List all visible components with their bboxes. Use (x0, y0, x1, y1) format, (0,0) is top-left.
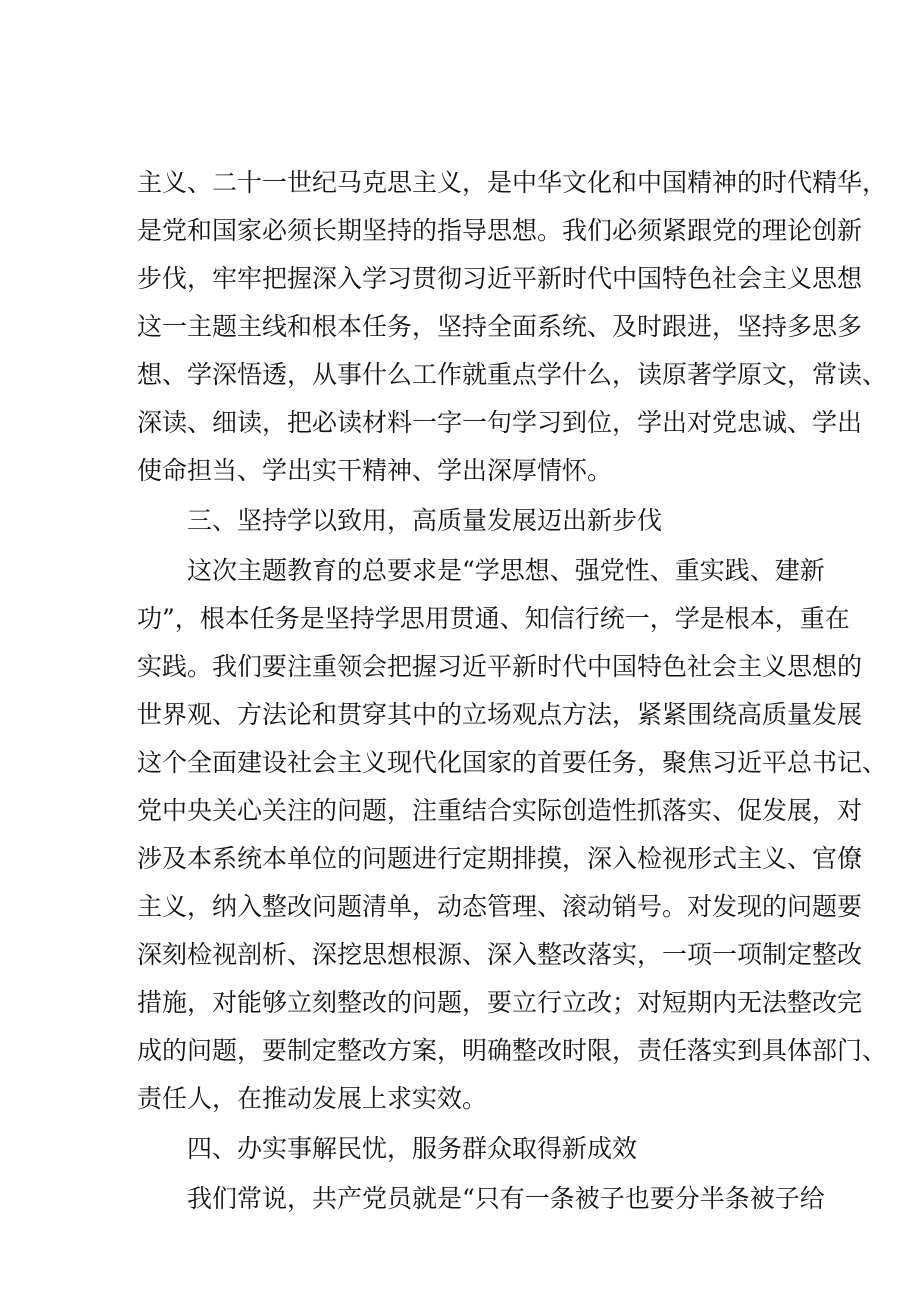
paragraph-1-line-2: 是党和国家必须长期坚持的指导思想。我们必须紧跟党的理论创新 (137, 216, 863, 245)
paragraph-2-line-4: 世界观、方法论和贯穿其中的立场观点方法，紧紧围绕高质量发展 (137, 700, 863, 729)
paragraph-1-line-7: 使命担当、学出实干精神、学出深厚情怀。 (137, 456, 613, 485)
paragraph-1-line-1: 主义、二十一世纪马克思主义，是中华文化和中国精神的时代精华， (137, 168, 888, 197)
section-heading-4: 四、办实事解民忧，服务群众取得新成效 (187, 1134, 638, 1163)
paragraph-2-line-12: 责任人，在推动发展上求实效。 (137, 1084, 488, 1113)
paragraph-2-line-2: 功”，根本任务是坚持学思用贯通、知信行统一，学是根本，重在 (137, 604, 850, 633)
paragraph-2-line-8: 主义，纳入整改问题清单，动态管理、滚动销号。对发现的问题要 (137, 892, 863, 921)
paragraph-2-line-11: 成的问题，要制定整改方案，明确整改时限，责任落实到具体部门、 (137, 1036, 888, 1065)
paragraph-1-line-5: 想、学深悟透，从事什么工作就重点学什么，读原著学原文，常读、 (137, 360, 888, 389)
paragraph-2-line-10: 措施，对能够立刻整改的问题，要立行立改；对短期内无法整改完 (137, 988, 863, 1017)
paragraph-1-line-6: 深读、细读，把必读材料一字一句学习到位，学出对党忠诚、学出 (137, 408, 863, 437)
paragraph-1-line-4: 这一主题主线和根本任务，坚持全面系统、及时跟进，坚持多思多 (137, 312, 863, 341)
paragraph-2-line-5: 这个全面建设社会主义现代化国家的首要任务，聚焦习近平总书记、 (137, 748, 888, 777)
paragraph-2-line-6: 党中央关心关注的问题，注重结合实际创造性抓落实、促发展，对 (137, 796, 863, 825)
paragraph-3-line-1: 我们常说，共产党员就是“只有一条被子也要分半条被子给 (187, 1184, 825, 1213)
paragraph-1-line-3: 步伐，牢牢把握深入学习贯彻习近平新时代中国特色社会主义思想 (137, 264, 863, 293)
section-heading-3: 三、坚持学以致用，高质量发展迈出新步伐 (187, 506, 663, 535)
paragraph-2-line-1: 这次主题教育的总要求是“学思想、强党性、重实践、建新 (187, 556, 825, 585)
paragraph-2-line-7: 涉及本系统本单位的问题进行定期排摸，深入检视形式主义、官僚 (137, 844, 863, 873)
paragraph-2-line-9: 深刻检视剖析、深挖思想根源、深入整改落实，一项一项制定整改 (137, 940, 863, 969)
paragraph-2-line-3: 实践。我们要注重领会把握习近平新时代中国特色社会主义思想的 (137, 652, 863, 681)
